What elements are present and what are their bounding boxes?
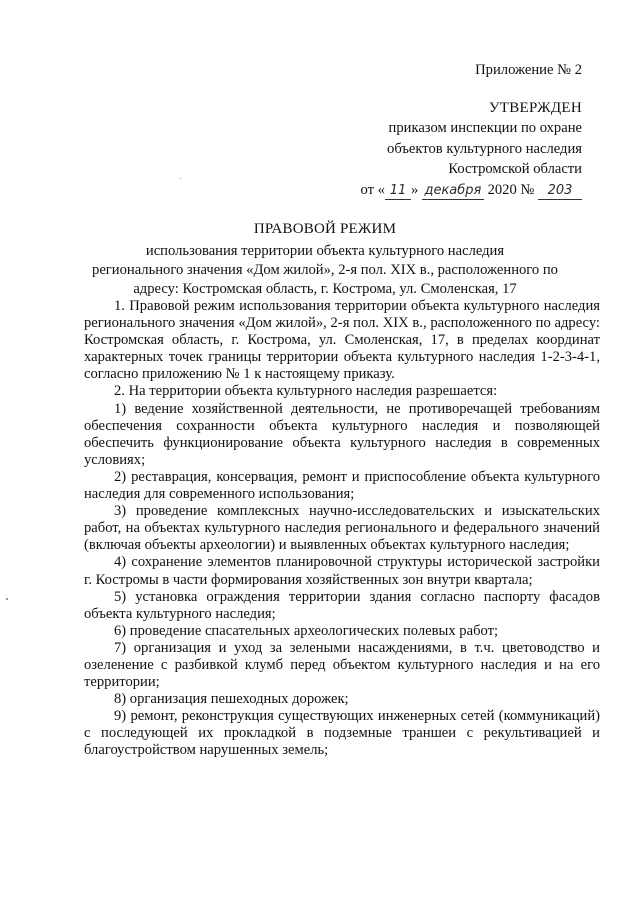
paragraph-6: 4) сохранение элементов планировочной структуры исторической застройки г. Костромы в части формирования хозяйственных зон внутри квартала; xyxy=(84,554,600,588)
paragraph-1: 1. Правовой режим использования территории объекта культурного наследия регионального значения «Дом жилой», 2-я пол. XIX в., расположенного по адресу: Костромская область, г. Кострома, ул. Смоленская, 17, в пределах координат характерных точек границы территории объекта культурного наследия 1-2-3-4-1, согласно приложению № 1 к настоящему приказу. xyxy=(84,298,600,383)
approval-line-2: объектов культурного наследия xyxy=(387,140,582,157)
approval-line-1: приказом инспекции по охране xyxy=(388,120,582,136)
paragraph-8: 6) проведение спасательных археологических полевых работ; xyxy=(114,622,499,639)
paragraph-5: 3) проведение комплексных научно-исследовательских и изыскательских работ, на объектах культурного наследия регионального и федерального значений (включая объекты археологии) и выявленных объектах культурного наследия; xyxy=(84,503,600,554)
paragraph-4: 2) реставрация, консервация, ремонт и приспособление объекта культурного наследия для современного использования; xyxy=(84,468,600,503)
document-body xyxy=(84,298,600,760)
approval-line-3: Костромской области xyxy=(448,161,582,177)
paragraph-7: 5) установка ограждения территории здания согласно паспорту фасадов объекта культурного наследия; xyxy=(84,588,600,622)
appendix-number: Приложение № 2 xyxy=(475,62,582,78)
paragraph-3: 1) ведение хозяйственной деятельности, не противоречащей требованиям обеспечения сохранности объекта культурного наследия и позволяющей обеспечить функционирование объекта культурного наследия в современных условиях; xyxy=(84,400,600,468)
approved-heading: УТВЕРЖДЕН xyxy=(488,99,582,116)
date-prefix: от « xyxy=(360,181,385,198)
approval-stamp-block xyxy=(361,60,582,200)
handwritten-order-number: 203 xyxy=(538,183,582,200)
scan-speck xyxy=(6,598,8,600)
title-line-1: использования территории объекта культурного наследия xyxy=(145,243,505,259)
paragraph-9: 7) организация и уход за зелеными насаждениями, в т.ч. цветоводство и озеленение с разбивкой клумб перед объектом культурного наследия и на его территории; xyxy=(84,639,600,691)
scan-speck xyxy=(180,178,181,179)
title-line-2: регионального значения «Дом жилой», 2-я пол. XIX в., расположенного по xyxy=(92,262,558,278)
date-mid: » xyxy=(410,181,419,198)
document-title: ПРАВОВОЙ РЕЖИМ xyxy=(253,221,397,237)
document-title-block xyxy=(70,220,580,299)
handwritten-month: декабря xyxy=(422,183,484,200)
paragraph-10: 8) организация пешеходных дорожек; xyxy=(114,691,349,708)
handwritten-day: 11 xyxy=(385,183,411,200)
paragraph-11: 9) ремонт, реконструкция существующих инженерных сетей (коммуникаций) с последующей их прокладкой в подземные траншеи с рекультивацией и благоустройством нарушенных земель; xyxy=(84,708,600,759)
paragraph-2: 2. На территории объекта культурного наследия разрешается: xyxy=(114,383,498,400)
date-year: 2020 № xyxy=(487,181,535,198)
title-line-3: адресу: Костромская область, г. Кострома, ул. Смоленская, 17 xyxy=(133,281,517,297)
order-date-line xyxy=(361,180,582,201)
